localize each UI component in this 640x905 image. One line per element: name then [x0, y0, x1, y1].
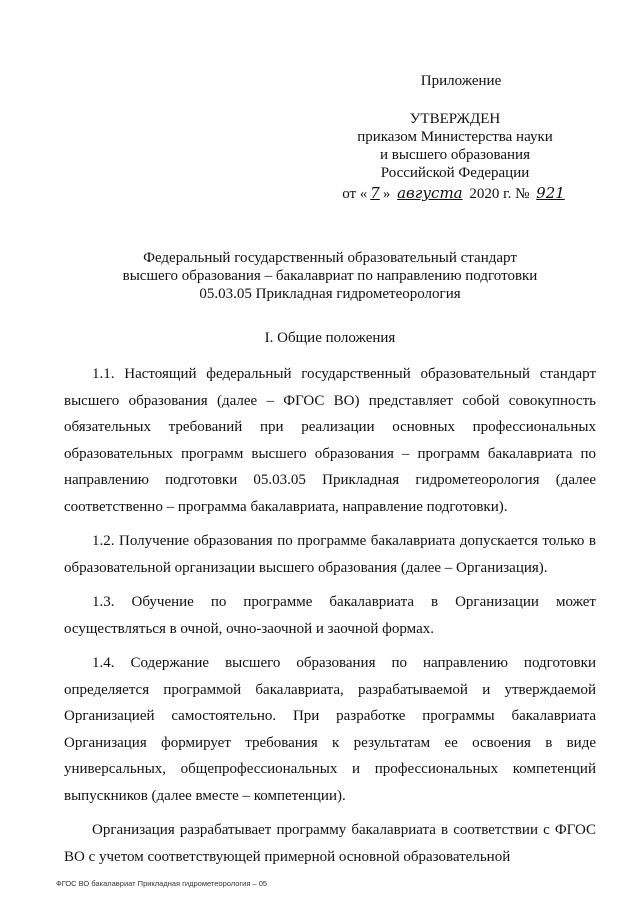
approved-line-1: приказом Министерства науки [357, 129, 553, 145]
order-day: 7 [370, 184, 380, 202]
order-prefix: от « [342, 186, 368, 202]
title-line-1: Федеральный государственный образовательный стандарт [143, 250, 517, 266]
order-month: августа [397, 184, 463, 202]
appendix-label: Приложение [420, 73, 502, 89]
approval-block [300, 72, 610, 203]
paragraph-1-3: 1.3. Обучение по программе бакалавриата в Организации может осуществляться в очной, очно-заочной и заочной формах. [64, 594, 596, 637]
order-line [300, 184, 610, 203]
paragraph-continuation: Организация разрабатывает программу бакалавриата в соответствии с ФГОС ВО с учетом соответствующей примерной основной образовательной [64, 822, 596, 865]
order-mid: » [382, 186, 391, 202]
approved-heading: УТВЕРЖДЕН [409, 111, 501, 127]
order-year: 2020 г. № [469, 186, 530, 202]
paragraph-1-4: 1.4. Содержание высшего образования по направлению подготовки определяется программой бакалавриата, разрабатываемой и утверждаемой Организацией самостоятельно. При разработке программы бакалавриата Организация формирует требования к результатам ее освоения в виде универсальных, общепрофессиональных и профессиональных компетенций выпускников (далее вместе – компетенции). [64, 655, 596, 804]
page-footer: ФГОС ВО бакалавриат Прикладная гидрометеорология – 05 [56, 879, 268, 888]
document-title [80, 249, 580, 303]
paragraph-1-1: 1.1. Настоящий федеральный государственный образовательный стандарт высшего образования (далее – ФГОС ВО) представляет собой совокупность обязательных требований при реализации основных профессиональных образовательных программ высшего образования – программ бакалавриата по направлению подготовки 05.03.05 Прикладная гидрометеорология (далее соответственно – программа бакалавриата, направление подготовки). [64, 366, 596, 515]
section-heading: I. Общие положения [264, 330, 396, 346]
approved-line-3: Российской Федерации [380, 165, 530, 181]
approved-line-2: и высшего образования [380, 147, 530, 163]
paragraph-1-2: 1.2. Получение образования по программе бакалавриата допускается только в образовательной организации высшего образования (далее – Организация). [64, 533, 596, 576]
title-line-3: 05.03.05 Прикладная гидрометеорология [199, 286, 461, 302]
document-body [64, 361, 596, 878]
title-line-2: высшего образования – бакалавриат по направлению подготовки [122, 268, 538, 284]
order-number: 921 [536, 184, 565, 202]
